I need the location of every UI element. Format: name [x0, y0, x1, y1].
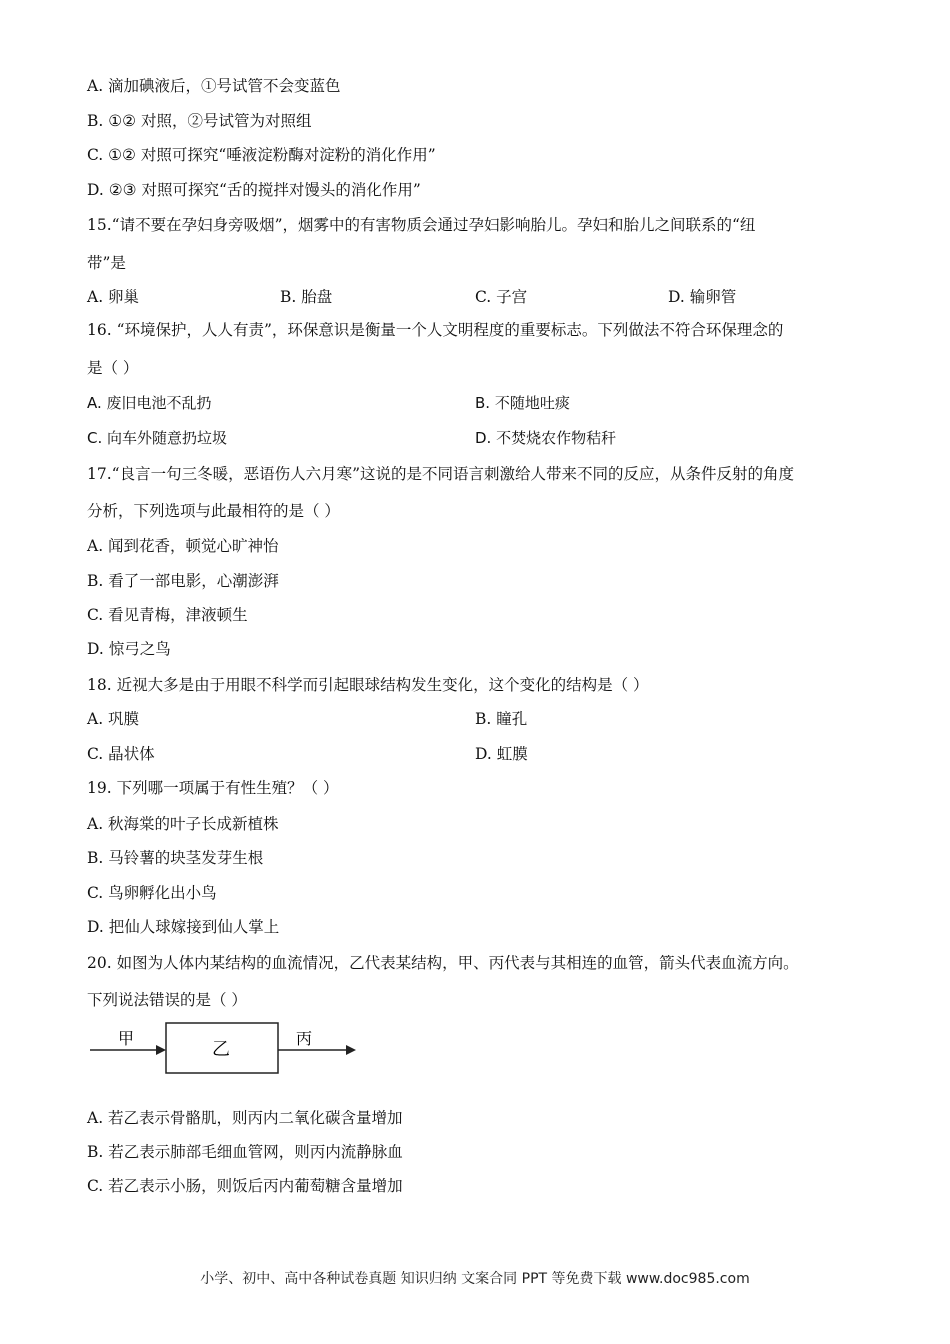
q19-option-d: D. 把仙人球嫁接到仙人掌上 [87, 918, 280, 936]
q19-option-c: C. 鸟卵孵化出小鸟 [87, 884, 217, 902]
q16-stem-cont: 是（ ） [87, 359, 139, 377]
q18-option-d: D. 虹膜 [475, 745, 528, 763]
q20-option-b: B. 若乙表示肺部毛细血管网，则丙内流静脉血 [87, 1143, 403, 1161]
q17-stem-cont: 分析，下列选项与此最相符的是（ ） [87, 502, 340, 520]
q18-option-a: A. 巩膜 [87, 710, 140, 728]
q17-option-d: D. 惊弓之鸟 [87, 640, 171, 658]
q20-stem: 20. 如图为人体内某结构的血流情况，乙代表某结构，甲、丙代表与其相连的血管，箭头代表血流方向。 [87, 954, 799, 972]
page-footer: 小学、初中、高中各种试卷真题 知识归纳 文案合同 PPT 等免费下载 www.doc985.com [200, 1271, 750, 1287]
q16-option-a: A. 废旧电池不乱扔 [87, 394, 212, 412]
q14-option-b: B. ①② 对照，②号试管为对照组 [87, 112, 312, 130]
q20-option-a: A. 若乙表示骨骼肌，则丙内二氧化碳含量增加 [87, 1109, 403, 1127]
q14-option-d: D. ②③ 对照可探究“舌的搅拌对馒头的消化作用” [87, 181, 421, 199]
q14-option-c: C. ①② 对照可探究“唾液淀粉酶对淀粉的消化作用” [87, 146, 436, 164]
q15-option-a: A. 卵巢 [87, 288, 140, 306]
outflow-arrowhead [346, 1045, 356, 1055]
q19-stem: 19. 下列哪一项属于有性生殖？（ ） [87, 779, 339, 797]
q20-stem-cont: 下列说法错误的是（ ） [87, 991, 247, 1009]
blood-flow-diagram [88, 1020, 358, 1080]
q16-option-c: C. 向车外随意扔垃圾 [87, 429, 228, 447]
q16-stem: 16. “环境保护，人人有责”，环保意识是衡量一个人文明程度的重要标志。下列做法不符合环保理念的 [87, 321, 784, 339]
q15-option-b: B. 胎盘 [280, 288, 333, 306]
q14-option-a: A. 滴加碘液后，①号试管不会变蓝色 [87, 77, 341, 95]
q17-stem: 17.“良言一句三冬暖，恶语伤人六月寒”这说的是不同语言刺激给人带来不同的反应，从条件反射的角度 [87, 465, 795, 483]
q17-option-b: B. 看了一部电影，心潮澎湃 [87, 572, 279, 590]
q15-option-c: C. 子宫 [475, 288, 528, 306]
q15-option-d: D. 输卵管 [668, 288, 737, 306]
vessel-jia-label: 甲 [118, 1029, 135, 1048]
q15-stem-cont: 带”是 [87, 254, 126, 272]
q18-stem: 18. 近视大多是由于用眼不科学而引起眼球结构发生变化，这个变化的结构是（ ） [87, 676, 649, 694]
q15-stem: 15.“请不要在孕妇身旁吸烟”，烟雾中的有害物质会通过孕妇影响胎儿。孕妇和胎儿之间联系的“纽 [87, 216, 756, 234]
q19-option-a: A. 秋海棠的叶子长成新植株 [87, 815, 279, 833]
inflow-arrowhead [156, 1045, 166, 1055]
q18-option-c: C. 晶状体 [87, 745, 155, 763]
q17-option-a: A. 闻到花香，顿觉心旷神怡 [87, 537, 279, 555]
q17-option-c: C. 看见青梅，津液顿生 [87, 606, 248, 624]
q20-option-c: C. 若乙表示小肠，则饭后丙内葡萄糖含量增加 [87, 1177, 403, 1195]
q19-option-b: B. 马铃薯的块茎发芽生根 [87, 849, 264, 867]
vessel-bing-label: 丙 [296, 1029, 313, 1048]
structure-yi-label: 乙 [212, 1039, 230, 1060]
q16-option-d: D. 不焚烧农作物秸秆 [475, 429, 617, 447]
q16-option-b: B. 不随地吐痰 [475, 394, 570, 412]
q18-option-b: B. 瞳孔 [475, 710, 528, 728]
